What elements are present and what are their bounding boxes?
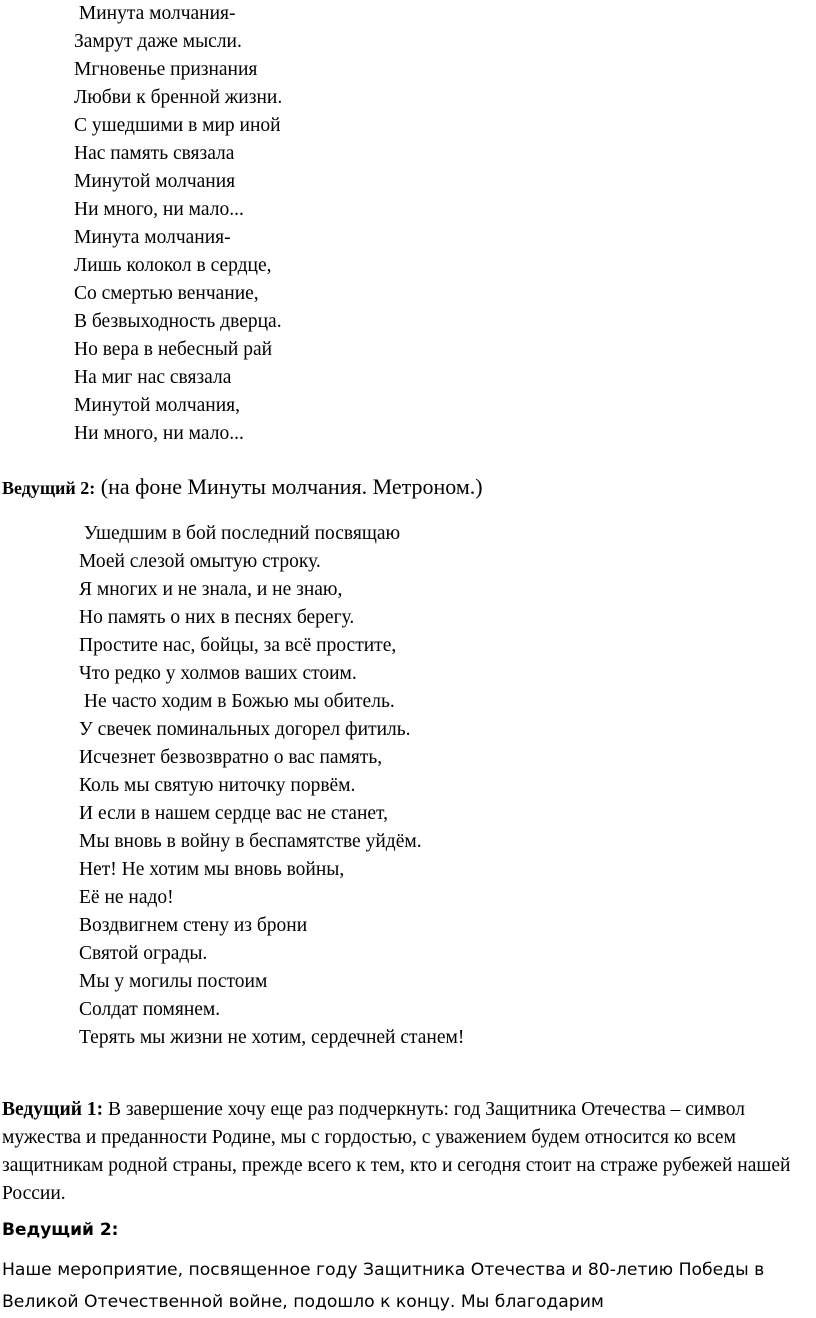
- poem-line: Воздвигнем стену из брони: [79, 915, 308, 936]
- poem-line: Нас память связала: [74, 143, 235, 164]
- speaker-name: Ведущий 2:: [2, 478, 96, 498]
- speaker2-final-name: Ведущий 2:: [2, 1220, 119, 1240]
- poem-line: Святой ограды.: [79, 943, 208, 964]
- poem-line: Ни много, ни мало...: [74, 423, 244, 444]
- poem-line: Нет! Не хотим мы вновь войны,: [79, 859, 345, 880]
- stage-direction: (на фоне Минуты молчания. Метроном.): [95, 474, 483, 499]
- poem-line: И если в нашем сердце вас не станет,: [79, 803, 388, 824]
- poem-line: Простите нас, бойцы, за всё простите,: [79, 635, 397, 656]
- poem-line: Со смертью венчание,: [74, 283, 259, 304]
- poem-line: Мы вновь в войну в беспамятстве уйдём.: [79, 831, 422, 852]
- poem-line: У свечек поминальных догорел фитиль.: [79, 719, 411, 740]
- poem-line: Терять мы жизни не хотим, сердечней станем!: [79, 1027, 465, 1048]
- poem-line: Моей слезой омытую строку.: [79, 551, 321, 572]
- poem-line: С ушедшими в мир иной: [74, 115, 281, 136]
- poem-line: Минута молчания-: [74, 227, 231, 248]
- poem-line: Не часто ходим в Божью мы обитель.: [79, 691, 395, 712]
- poem-line: Лишь колокол в сердце,: [74, 255, 272, 276]
- poem-line: На миг нас связала: [74, 367, 232, 388]
- speaker-text: В завершение хочу еще раз подчеркнуть: год Защитника Отечества – символ мужества и преданности Родине, мы с гордостью, с уважением будем относится ко всем защитникам родной страны, прежде всего к тем, кто и сегодня стоит на страже рубежей нашей России.: [2, 1099, 791, 1204]
- poem-line: Но вера в небесный рай: [74, 339, 273, 360]
- poem-line: В безвыходность дверца.: [74, 311, 282, 332]
- poem-dedication: [79, 520, 464, 1052]
- speaker-name: Ведущий 1:: [2, 1099, 104, 1120]
- poem-line: Исчезнет безвозвратно о вас память,: [79, 747, 383, 768]
- speaker1-paragraph: [2, 1096, 802, 1208]
- poem-line: Минутой молчания: [74, 171, 236, 192]
- poem-line: Солдат помянем.: [79, 999, 221, 1020]
- poem-line: Замрут даже мысли.: [74, 31, 242, 52]
- poem-line: Ушедшим в бой последний посвящаю: [79, 523, 401, 544]
- poem-line: Коль мы святую ниточку порвём.: [79, 775, 356, 796]
- speaker2-intro-paragraph: [2, 472, 483, 503]
- poem-line: Ни много, ни мало...: [74, 199, 244, 220]
- poem-line: Её не надо!: [79, 887, 174, 908]
- poem-line: Мы у могилы постоим: [79, 971, 268, 992]
- poem-line: Я многих и не знала, и не знаю,: [79, 579, 343, 600]
- poem-line: Минута молчания-: [74, 3, 236, 24]
- poem-line: Мгновенье признания: [74, 59, 258, 80]
- poem-minute-of-silence: [74, 0, 282, 448]
- poem-line: Любви к бренной жизни.: [74, 87, 283, 108]
- speaker2-final-text: Наше мероприятие, посвященное году Защитника Отечества и 80-летию Победы в Великой Отечественной войне, подошло к концу. Мы благодарим: [2, 1260, 765, 1312]
- poem-line: Но память о них в песнях берегу.: [79, 607, 355, 628]
- poem-line: Минутой молчания,: [74, 395, 241, 416]
- poem-line: Что редко у холмов ваших стоим.: [79, 663, 357, 684]
